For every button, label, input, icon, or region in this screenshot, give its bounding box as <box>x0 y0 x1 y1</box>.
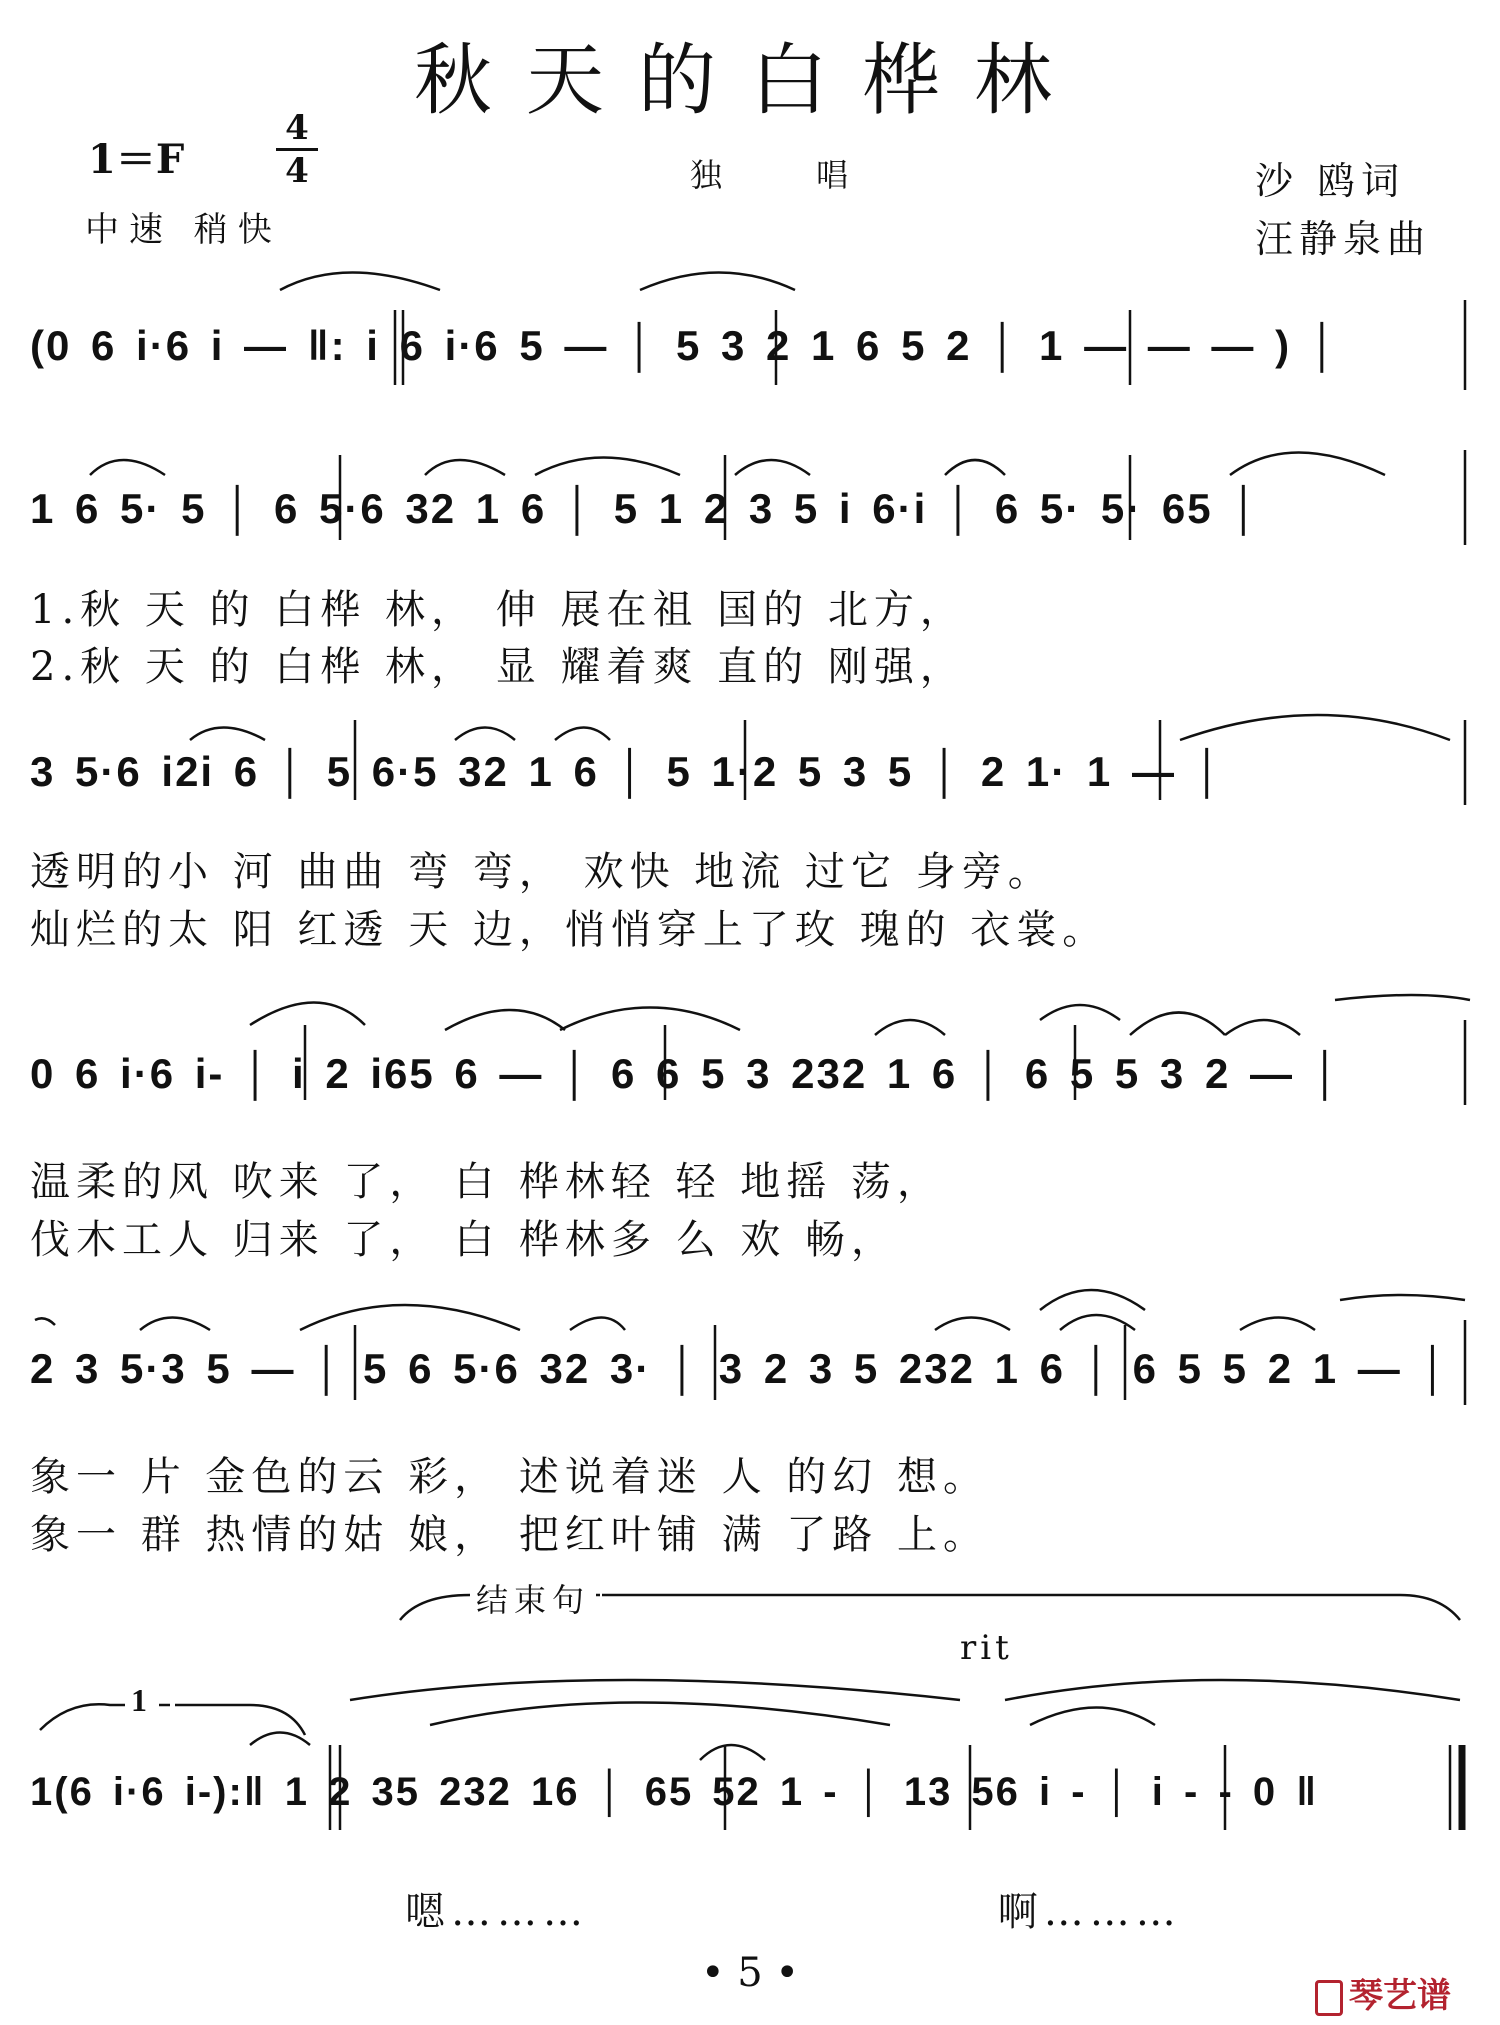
time-signature-top: 4 <box>285 108 309 148</box>
performance-type: 独 唱 <box>690 156 891 194</box>
lyric-line-3-verse-1: 透明的小 河 曲曲 弯 弯， 欢快 地流 过它 身旁。 <box>30 849 1054 895</box>
lyric-line-4-verse-1: 温柔的风 吹来 了， 白 桦林轻 轻 地摇 荡， <box>30 1159 944 1205</box>
tempo-marking: 中速 稍快 <box>85 210 282 250</box>
lyricist-credit: 沙 鸥词 <box>1255 159 1406 203</box>
notation-system-1: (0 6 i·6 i — ‖: i 6 i·6 5 — │ 5 3 2 1 6 5 2 │ 1 — — — ) │ <box>30 322 1339 369</box>
notation-system-ending: 1(6 i·6 i-):‖ 1 2 35 232 16 │ 65 52 1 - │ 13 56 i - │ i - - 0 ‖ <box>30 1770 1319 1814</box>
watermark-logo <box>1315 1968 1451 2017</box>
notation-system-2: 1 6 5· 5 │ 6 5·6 32 1 6 │ 5 1 2 3 5 i 6·i │ 6 5· 5· 65 │ <box>30 485 1261 532</box>
lyric-line-5-verse-1: 象一 片 金色的云 彩， 述说着迷 人 的幻 想。 <box>30 1454 990 1500</box>
first-ending-volta: 1 <box>125 1682 159 1719</box>
lyric-line-5-verse-2: 象一 群 热情的姑 娘， 把红叶铺 满 了路 上。 <box>30 1512 990 1558</box>
ritardando-marking: rit <box>960 1628 1013 1668</box>
lyric-line-ending: 嗯……… 啊……… <box>405 1889 1182 1935</box>
notation-system-4: 0 6 i·6 i- │ i 2 i65 6 — │ 6 6 5 3 232 1 6 │ 6 5 5 3 2 — │ <box>30 1050 1342 1097</box>
page-number: • 5 • <box>700 1950 800 1996</box>
lyric-line-2-verse-1: 1.秋 天 的 白桦 林， 伸 展在祖 国的 北方， <box>30 587 966 633</box>
notation-system-3: 3 5·6 i2i 6 │ 5 6·5 32 1 6 │ 5 1·2 5 3 5 │ 2 1· 1 — │ <box>30 748 1224 795</box>
key-signature: 1＝F <box>88 136 185 183</box>
song-title: 秋天的白桦林 <box>413 36 1086 126</box>
watermark-text: 琴艺谱 <box>1349 1976 1451 2016</box>
composer-credit: 汪静泉曲 <box>1255 217 1432 261</box>
lyric-line-2-verse-2: 2.秋 天 的 白桦 林， 显 耀着爽 直的 刚强， <box>30 644 966 690</box>
time-signature <box>272 108 322 191</box>
time-signature-bottom: 4 <box>285 151 309 191</box>
lyric-line-4-verse-2: 伐木工人 归来 了， 白 桦林多 么 欢 畅， <box>30 1217 898 1263</box>
notation-system-5: 2 3 5·3 5 — │ 5 6 5·6 32 3· │ 3 2 3 5 232 1 6 │ 6 5 5 2 1 — │ <box>30 1345 1450 1392</box>
watermark-icon <box>1315 1980 1343 2016</box>
ending-label: 结束句 <box>470 1575 596 1621</box>
lyric-line-3-verse-2: 灿烂的太 阳 红透 天 边，悄悄穿上了玫 瑰的 衣裳。 <box>30 907 1109 953</box>
